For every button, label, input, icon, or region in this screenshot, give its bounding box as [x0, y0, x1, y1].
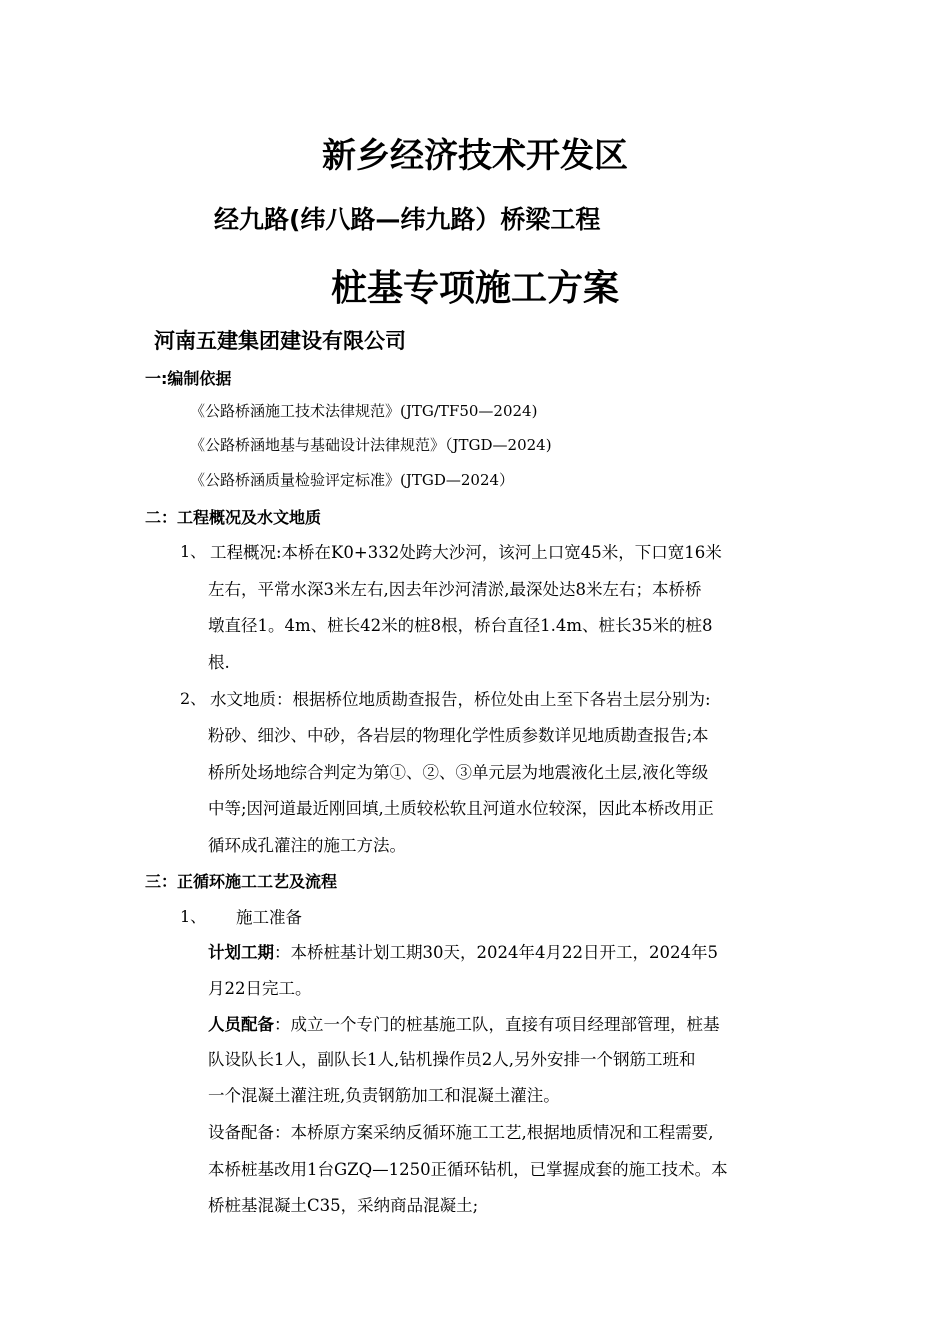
schedule-text: ：本桥桩基计划工期30天，2024年4月22日开工，2024年5	[274, 943, 718, 962]
section3-heading: 三：正循环施工工艺及流程	[145, 872, 338, 891]
subsection-label: 施工准备	[236, 908, 302, 927]
paragraph-line: 根.	[208, 653, 230, 672]
staff-text: ：成立一个专门的桩基施工队，直接有项目经理部管理，桩基	[274, 1015, 720, 1034]
paragraph-line: 工程概况:本桥在K0+332处跨大沙河，该河上口宽45米，下口宽16米	[210, 543, 722, 562]
title-line-1: 新乡经济技术开发区	[322, 136, 628, 176]
paragraph-line	[208, 939, 718, 963]
staff-label: 人员配备	[208, 1015, 274, 1034]
section1-heading: 一:编制依据	[145, 369, 232, 388]
paragraph-line: 中等;因河道最近刚回填,土质较松软且河道水位较深，因此本桥改用正	[208, 799, 714, 818]
reference-item: 《公路桥涵地基与基础设计法律规范》（JTGD—2024)	[190, 436, 552, 454]
paragraph-line: 一个混凝土灌注班,负责钢筋加工和混凝土灌注。	[208, 1086, 560, 1105]
paragraph-line: 粉砂、细沙、中砂，各岩层的物理化学性质参数详见地质勘查报告;本	[208, 726, 709, 745]
reference-item: 《公路桥涵质量检验评定标准》(JTGD—2024）	[190, 471, 515, 489]
paragraph-line: 月22日完工。	[208, 979, 312, 998]
paragraph-line: 设备配备：本桥原方案采纳反循环施工工艺,根据地质情况和工程需要,	[208, 1123, 714, 1142]
paragraph-line: 水文地质：根据桥位地质勘查报告，桥位处由上至下各岩土层分别为:	[210, 690, 711, 709]
paragraph-line: 左右，平常水深3米左右,因去年沙河清淤,最深处达8米左右；本桥桥	[208, 580, 702, 599]
item-number: 1、	[180, 542, 207, 561]
paragraph-line: 队设队长1人，副队长1人,钻机操作员2人,另外安排一个钢筋工班和	[208, 1050, 696, 1069]
item-number: 1、	[180, 907, 207, 926]
reference-item: 《公路桥涵施工技术法律规范》(JTG/TF50—2024)	[190, 402, 538, 420]
paragraph-line: 桥桩基混凝土C35，采纳商品混凝土;	[208, 1196, 479, 1215]
item-number: 2、	[180, 689, 207, 708]
paragraph-line: 墩直径1。4m、桩长42米的桩8根，桥台直径1.4m、桩长35米的桩8	[208, 616, 713, 635]
title-line-3: 桩基专项施工方案	[330, 268, 619, 309]
paragraph-line: 循环成孔灌注的施工方法。	[208, 836, 406, 855]
paragraph-line: 本桥桩基改用1台GZQ—1250正循环钻机，已掌握成套的施工技术。本	[208, 1160, 728, 1179]
section2-heading: 二：工程概况及水文地质	[145, 508, 322, 527]
title-line-2: 经九路(纬八路—纬九路）桥梁工程	[214, 205, 601, 234]
paragraph-line	[208, 1011, 720, 1035]
paragraph-line: 桥所处场地综合判定为第①、②、③单元层为地震液化土层,液化等级	[208, 763, 709, 782]
schedule-label: 计划工期	[208, 943, 274, 962]
company-name: 河南五建集团建设有限公司	[154, 329, 406, 353]
